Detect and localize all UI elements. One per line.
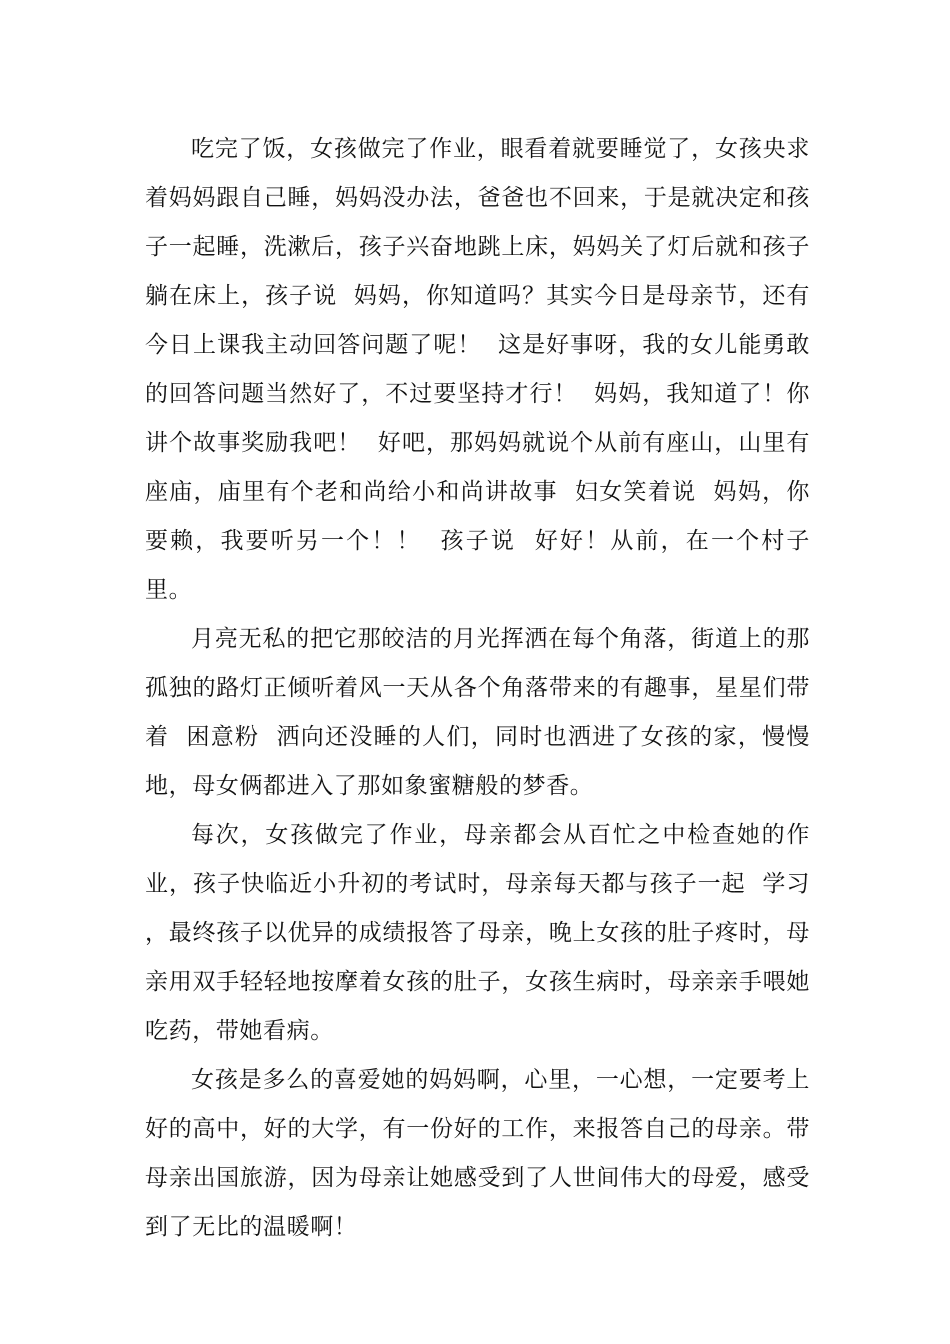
document-body [145,125,826,1252]
paragraph-3: 每次，女孩做完了作业，母亲都会从百忙之中检查她的作业，孩子快临近小升初的考试时，母亲每天都与孩子一起 学习 ，最终孩子以优异的成绩报答了母亲，晚上女孩的肚子疼时，母亲用双手轻轻地按摩着女孩的肚子，女孩生病时，母亲亲手喂她吃药，带她看病。 [145,822,826,1044]
paragraph-4: 女孩是多么的喜爱她的妈妈啊，心里，一心想，一定要考上好的高中，好的大学，有一份好的工作，来报答自己的母亲。带母亲出国旅游，因为母亲让她感受到了人世间伟大的母爱，感受到了无比的温暖啊！ [145,1067,810,1240]
paragraph-1: 吃完了饭，女孩做完了作业，眼看着就要睡觉了，女孩央求着妈妈跟自己睡，妈妈没办法，爸爸也不回来，于是就决定和孩子一起睡，洗漱后，孩子兴奋地跳上床，妈妈关了灯后就和孩子躺在床上，孩子说 妈妈，你知道吗？其实今日是母亲节，还有今日上课我主动回答问题了呢！ 这是好事呀，我的女儿能勇敢的回答问题当然好了，不过要坚持才行！ 妈妈，我知道了！你讲个故事奖励我吧！ 好吧，那妈妈就说个从前有座山，山里有座庙，庙里有个老和尚给小和尚讲故事 妇女笑着说 妈妈，你要赖，我要听另一个！！ 孩子说 好好！从前，在一个村子里。 [145,136,810,603]
paragraph-2: 月亮无私的把它那皎洁的月光挥洒在每个角落，街道上的那孤独的路灯正倾听着风一天从各个角落带来的有趣事，星星们带着 困意粉 洒向还没睡的人们，同时也洒进了女孩的家，慢慢地，母女俩都进入了那如象蜜糖般的梦香。 [145,626,810,799]
